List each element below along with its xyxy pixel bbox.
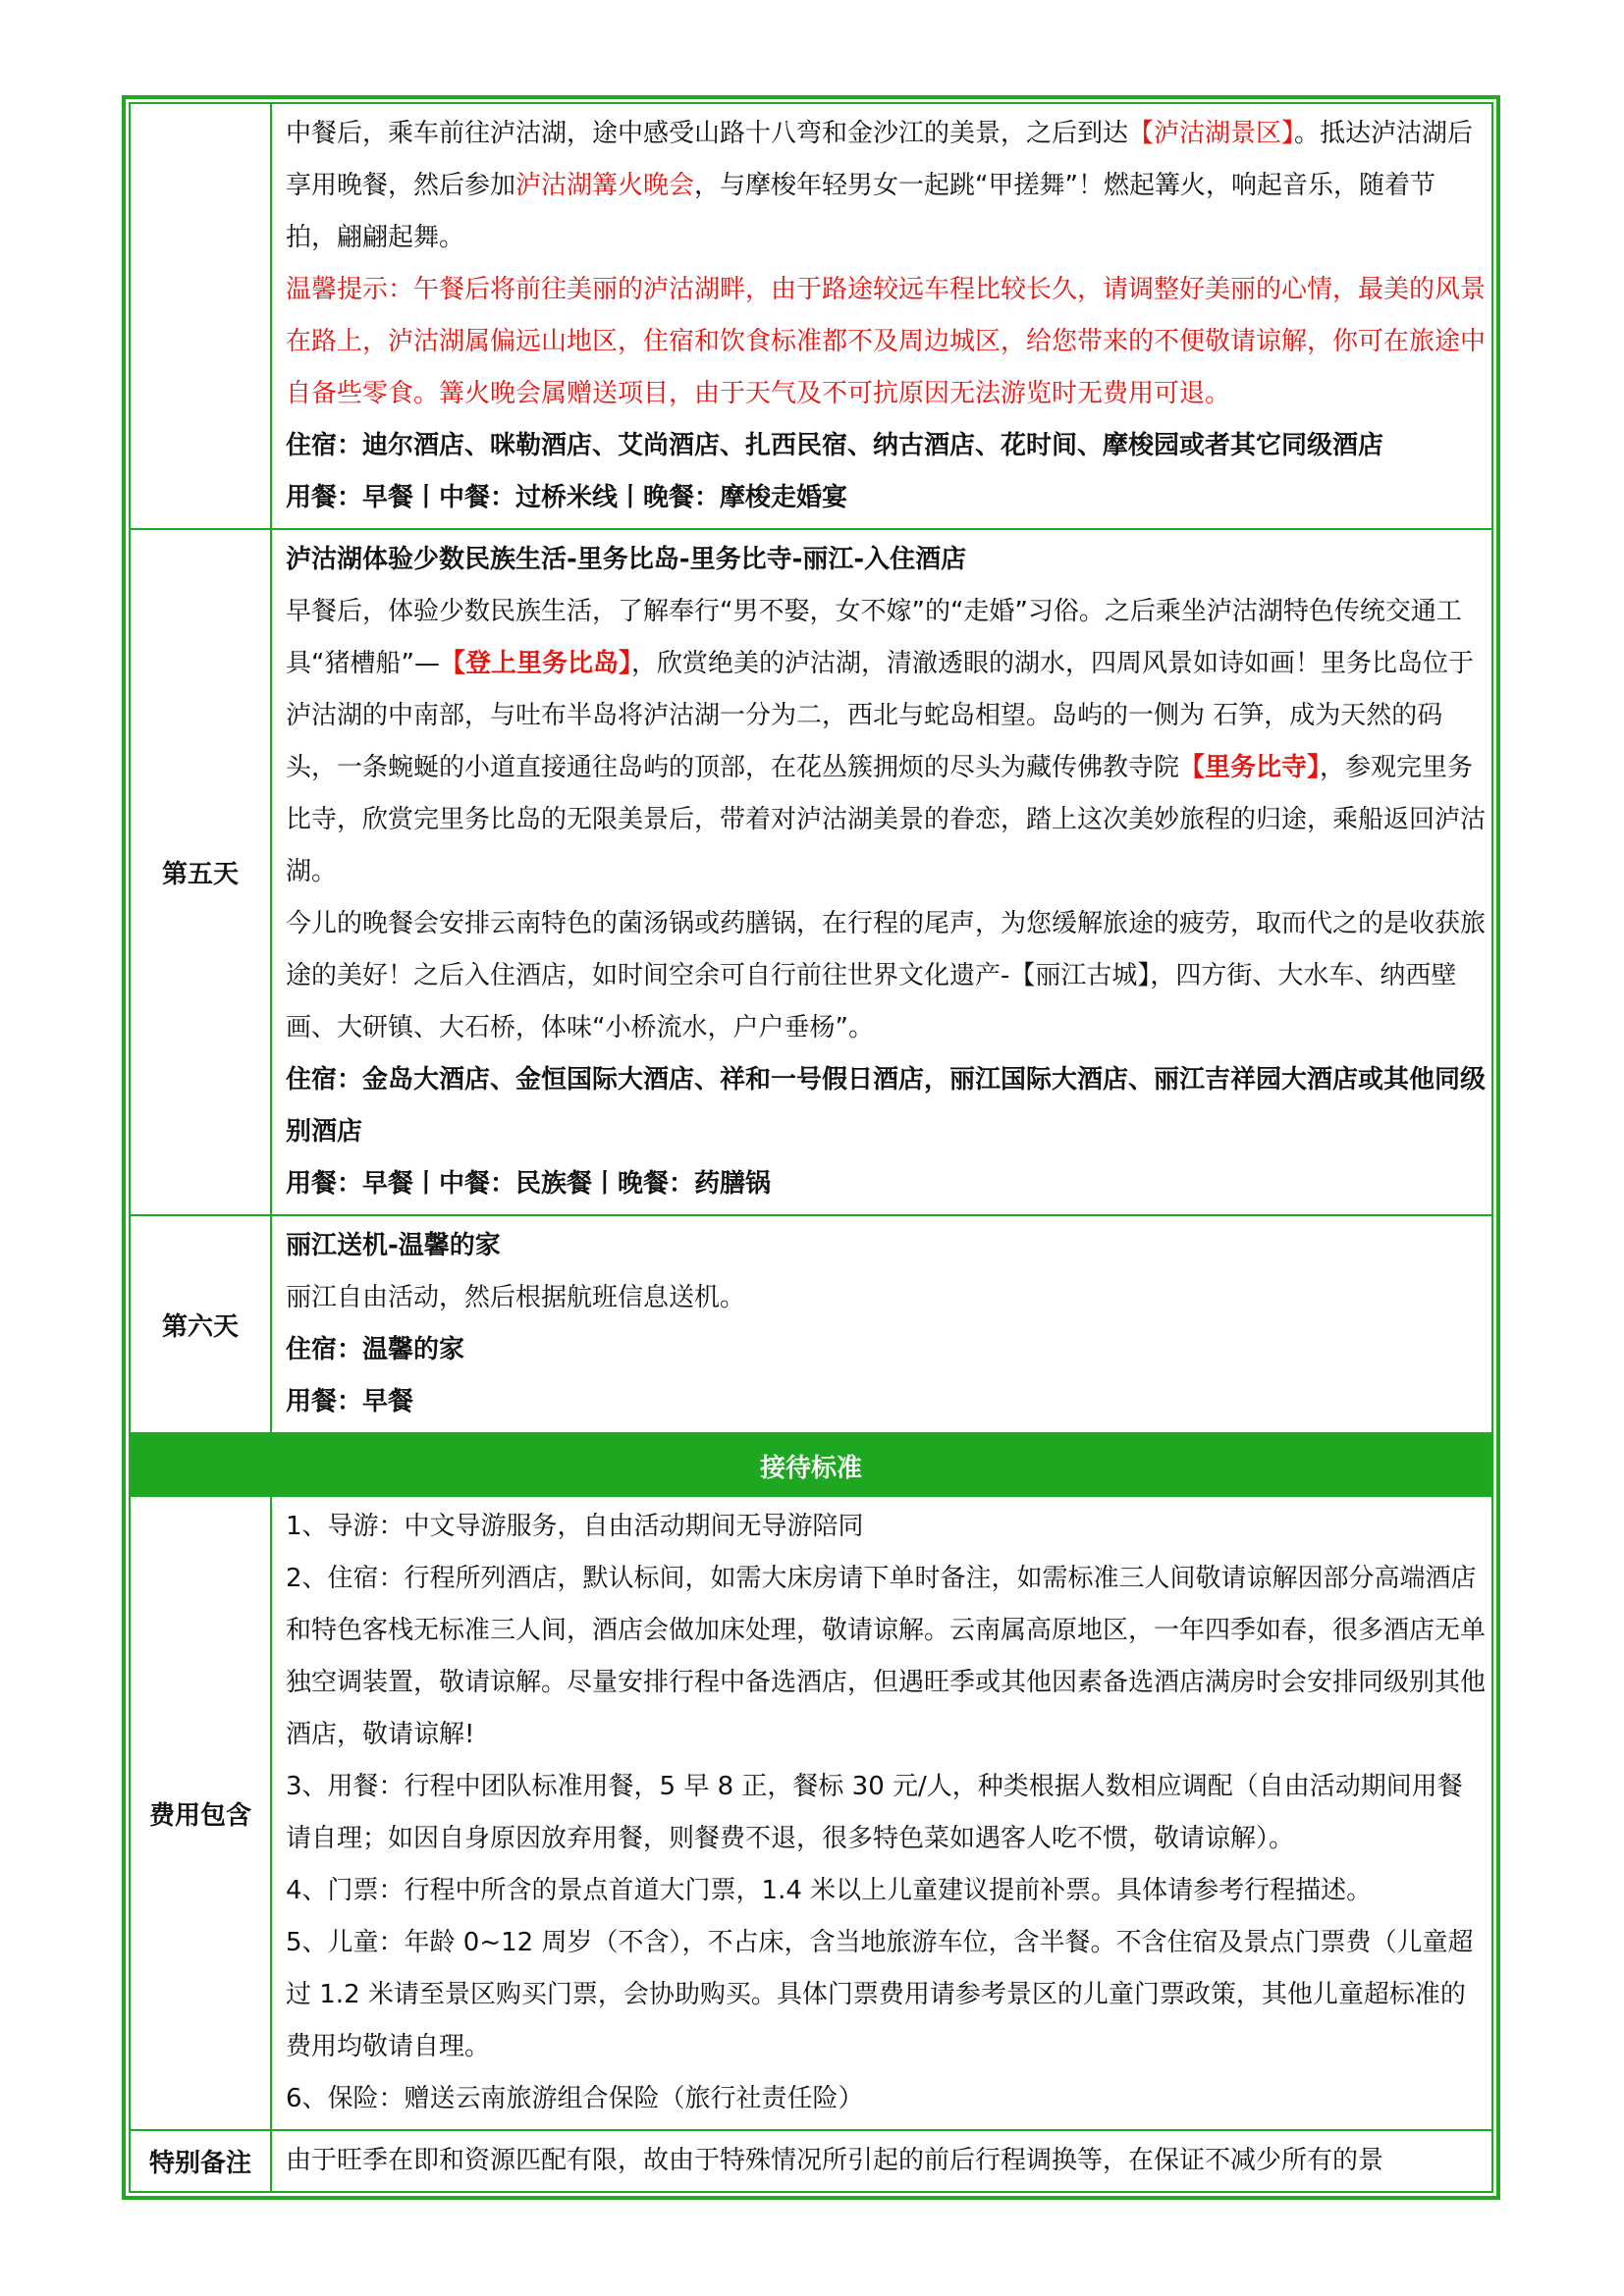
included-item: 3、用餐：行程中团队标准用餐，5 早 8 正，餐标 30 元/人，种类根据人数相应调配（自由活动期间用餐请自理；如因自身原因放弃用餐，则餐费不退，很多特色菜如遇客人吃不惯，敬请谅解）。 xyxy=(286,1772,1463,1853)
day4-meals: 用餐：早餐丨中餐：过桥米线丨晚餐：摩梭走婚宴 xyxy=(286,483,848,512)
day5-hotel: 住宿：金岛大酒店、金恒国际大酒店、祥和一号假日酒店，丽江国际大酒店、丽江吉祥园大酒店或其他同级别酒店 xyxy=(286,1065,1487,1147)
day6-label: 第六天 xyxy=(130,1215,271,1434)
day4-paragraph xyxy=(286,108,1486,264)
day5-paragraph xyxy=(286,586,1486,898)
included-item: 1、导游：中文导游服务，自由活动期间无导游陪同 xyxy=(286,1512,864,1541)
included-label: 费用包含 xyxy=(130,1496,271,2130)
day5-meals: 用餐：早餐丨中餐：民族餐丨晚餐：药膳锅 xyxy=(286,1169,772,1199)
remarks-row xyxy=(130,2130,1492,2192)
included-item: 4、门票：行程中所含的景点首道大门票，1.4 米以上儿童建议提前补票。具体请参考行程描述。 xyxy=(286,1876,1373,1905)
highlight-lugu-lake: 【泸沽湖景区】 xyxy=(1128,119,1295,148)
included-row xyxy=(130,1496,1492,2130)
text: ，与摩梭年轻男女一起跳“甲搓舞”！燃起篝火，响起音乐，随着节拍，翩翩起舞。 xyxy=(286,171,1435,252)
text: ，参观完里务比寺，欣赏完里务比岛的无限美景后，带着对泸沽湖美景的眷恋，踏上这次美妙旅程的归途，乘船返回泸沽湖。 xyxy=(286,753,1487,886)
day5-paragraph-2: 今儿的晚餐会安排云南特色的菌汤锅或药膳锅，在行程的尾声，为您缓解旅途的疲劳，取而代之的是收获旅途的美好！之后入住酒店，如时间空余可自行前往世界文化遗产-【丽江古城】，四方街、大水车、纳西壁画、大研镇、大石桥，体味“小桥流水，户户垂杨”。 xyxy=(286,909,1487,1042)
day4-tip: 温馨提示：午餐后将前往美丽的泸沽湖畔，由于路途较远车程比较长久，请调整好美丽的心情，最美的风景在路上，泸沽湖属偏远山地区，住宿和饮食标准都不及周边城区，给您带来的不便敬请谅解，你可在旅途中自备些零食。篝火晚会属赠送项目，由于天气及不可抗原因无法游览时无费用可退。 xyxy=(286,275,1487,408)
included-item: 5、儿童：年龄 0~12 周岁（不含），不占床，含当地旅游车位，含半餐。不含住宿及景点门票费（儿童超过 1.2 米请至景区购买门票，会协助购买。具体门票费用请参考景区的儿童门票政策，其他儿童超标准的费用均敬请自理。 xyxy=(286,1928,1474,2061)
day6-title: 丽江送机-温馨的家 xyxy=(286,1231,501,1260)
text: 早餐后，体验少数民族生活，了解奉行“男不娶，女不嫁”的“走婚”习俗。之后乘坐泸沽湖特色传统交通工具“猪槽船”— xyxy=(286,597,1462,678)
included-item: 2、住宿：行程所列酒店，默认标间，如需大床房请下单时备注，如需标准三人间敬请谅解因部分高端酒店和特色客栈无标准三人间，酒店会做加床处理，敬请谅解。云南属高原地区，一年四季如春，很多酒店无单独空调装置，敬请谅解。尽量安排行程中备选酒店，但遇旺季或其他因素备选酒店满房时会安排同级别其他酒店，敬请谅解! xyxy=(286,1564,1487,1749)
day4-label-cell xyxy=(130,103,271,529)
day6-hotel: 住宿：温馨的家 xyxy=(286,1335,465,1364)
text: 中餐后，乘车前往泸沽湖，途中感受山路十八弯和金沙江的美景，之后到达 xyxy=(286,119,1129,148)
itinerary-table xyxy=(122,95,1500,2200)
day5-label: 第五天 xyxy=(130,529,271,1215)
section-title: 接待标准 xyxy=(130,1434,1492,1496)
day5-title: 泸沽湖体验少数民族生活-里务比岛-里务比寺-丽江-入住酒店 xyxy=(286,545,967,574)
highlight-liwubi-island: 【登上里务比岛】 xyxy=(439,649,631,678)
section-header-row xyxy=(130,1434,1492,1496)
highlight-bonfire-party: 泸沽湖篝火晚会 xyxy=(515,171,695,200)
day5-content xyxy=(271,529,1492,1215)
highlight-liwubi-temple: 【里务比寺】 xyxy=(1179,753,1321,782)
included-content xyxy=(271,1496,1492,2130)
day6-paragraph: 丽江自由活动，然后根据航班信息送机。 xyxy=(286,1283,746,1312)
text: ，欣赏绝美的泸沽湖，清澈透眼的湖水，四周风景如诗如画！里务比岛位于泸沽湖的中南部，与吐布半岛将泸沽湖一分为二，西北与蛇岛相望。岛屿的一侧为 石笋，成为天然的码头，一条蜿蜒的小道直接通往岛屿的顶部，在花丛簇拥烦的尽头为藏传佛教寺院 xyxy=(286,649,1474,782)
day6-content xyxy=(271,1215,1492,1434)
day4-content xyxy=(271,103,1492,529)
day4-row xyxy=(130,103,1492,529)
remarks-content: 由于旺季在即和资源匹配有限，故由于特殊情况所引起的前后行程调换等，在保证不减少所有的景 xyxy=(271,2130,1492,2192)
day6-meals: 用餐：早餐 xyxy=(286,1387,414,1416)
text: 。抵达泸沽湖后享用晚餐，然后参加 xyxy=(286,119,1474,200)
included-item: 6、保险：赠送云南旅游组合保险（旅行社责任险） xyxy=(286,2084,864,2113)
day4-hotel: 住宿：迪尔酒店、咪勒酒店、艾尚酒店、扎西民宿、纳古酒店、花时间、摩梭园或者其它同级酒店 xyxy=(286,431,1384,460)
remarks-label: 特别备注 xyxy=(130,2130,271,2192)
day5-row xyxy=(130,529,1492,1215)
day6-row xyxy=(130,1215,1492,1434)
